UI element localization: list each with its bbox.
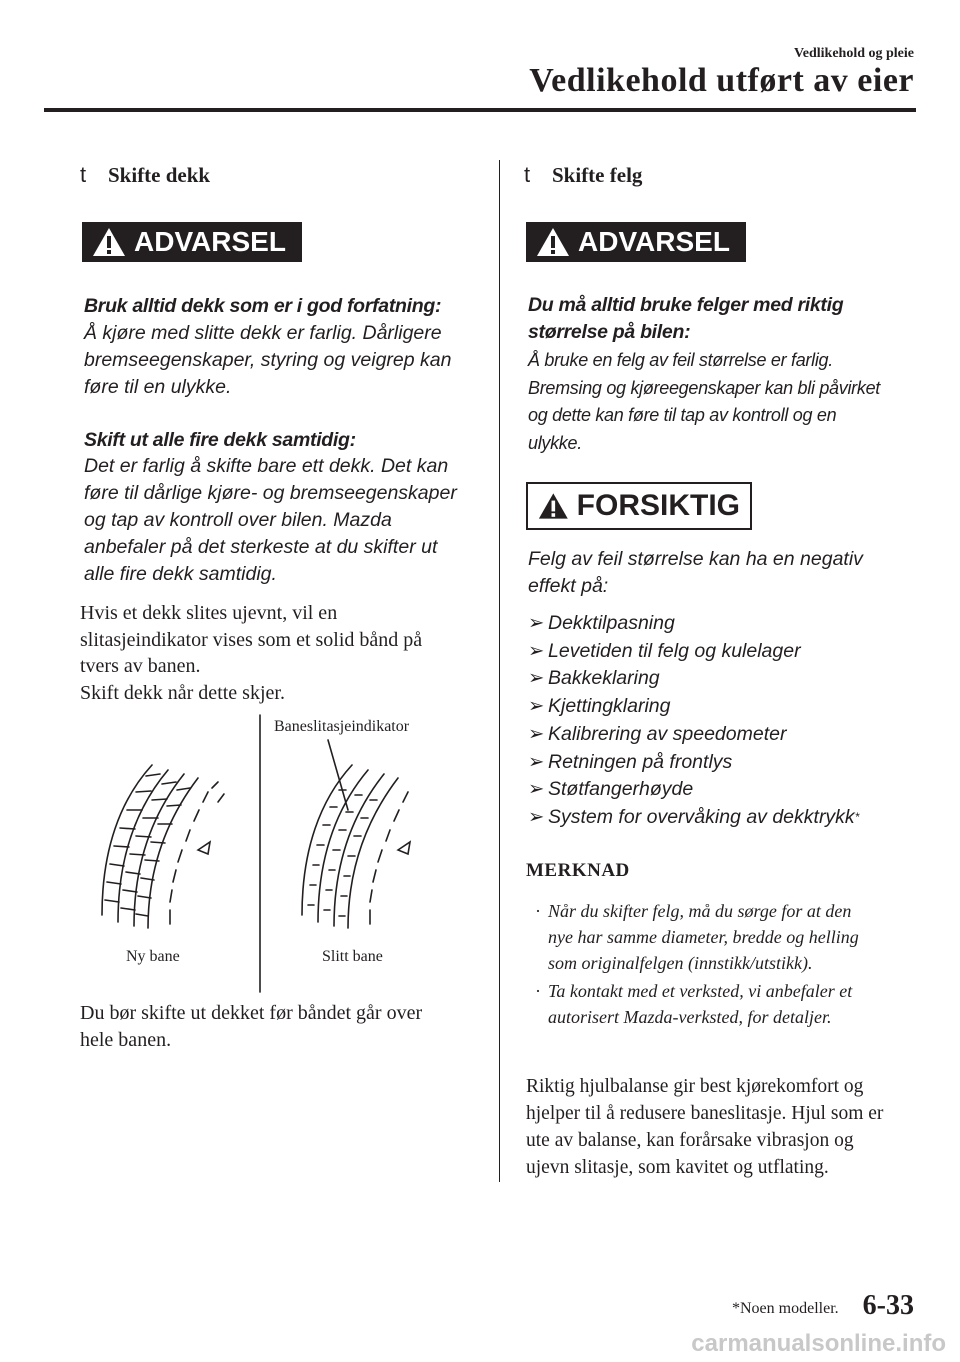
caution-badge xyxy=(526,482,752,530)
text-line: ulykke. xyxy=(528,432,582,453)
warning-triangle-icon xyxy=(92,227,126,257)
warning-badge-label: ADVARSEL xyxy=(578,226,730,257)
caution-list xyxy=(528,610,859,832)
warning-triangle-icon xyxy=(536,227,570,257)
list-item xyxy=(528,721,859,749)
text-line: nye har samme diameter, bredde og helling xyxy=(548,927,859,947)
column-divider xyxy=(499,160,500,1182)
text-line: Å kjøre med slitte dekk er farlig. Dårligere xyxy=(84,322,442,344)
text-line: Felg av feil størrelse kan ha en negativ xyxy=(528,548,863,570)
list-item-text: Støtfangerhøyde xyxy=(548,778,694,801)
text-line: størrelse på bilen: xyxy=(528,321,691,343)
text-line: Hvis et dekk slites ujevnt, vil en xyxy=(80,602,338,624)
header-rule xyxy=(44,108,916,112)
chevron-right-icon: ➢ xyxy=(528,667,545,690)
text-line: effekt på: xyxy=(528,575,609,597)
warning-title-wheel-size xyxy=(528,292,843,346)
warning-badge-label: ADVARSEL xyxy=(134,226,286,257)
list-item xyxy=(528,610,859,638)
warning-badge xyxy=(82,222,302,262)
text-line: føre til en ulykke. xyxy=(84,376,232,398)
text-line: Det er farlig å skifte bare ett dekk. Det kan xyxy=(84,455,449,477)
list-item-text: System for overvåking av dekktrykk xyxy=(548,805,855,828)
bullet-dot-icon: · xyxy=(535,981,541,1001)
list-item-text: Dekktilpasning xyxy=(548,612,675,634)
section-heading-text: Skifte felg xyxy=(552,163,643,187)
warning-title-tires-condition: Bruk alltid dekk som er i god forfatning: xyxy=(84,295,442,317)
list-item xyxy=(528,776,859,804)
warning-text-tires-condition xyxy=(84,320,451,401)
caution-triangle-icon xyxy=(538,491,569,521)
warning-text-replace-all xyxy=(84,453,457,588)
note-item xyxy=(528,978,859,1030)
text-line: som originalfelgen (innstikk/utstikk). xyxy=(548,953,813,973)
chevron-right-icon: ➢ xyxy=(528,612,545,634)
figure-label-indicator: Baneslitasjeindikator xyxy=(274,718,410,735)
text-line: Du må alltid bruke felger med riktig xyxy=(528,294,844,316)
running-header-section: Vedlikehold og pleie xyxy=(793,46,914,61)
section-heading-wheels xyxy=(524,162,642,188)
list-item-text: Bakkeklaring xyxy=(548,667,660,690)
figure-label-new-tread: Ny bane xyxy=(126,948,180,965)
text-line: hjelper til å redusere baneslitasje. Hjul som er xyxy=(526,1103,884,1124)
chevron-right-icon: ➢ xyxy=(528,805,545,828)
chevron-right-icon: ➢ xyxy=(528,722,545,745)
caution-badge-label: FORSIKTIG xyxy=(576,489,740,522)
body-text-replace-before xyxy=(80,1000,422,1053)
text-line: Du bør skifte ut dekket før båndet går over xyxy=(80,1002,423,1024)
chevron-right-icon: ➢ xyxy=(528,750,545,773)
list-item-text: Kalibrering av speedometer xyxy=(548,722,787,745)
text-line: ujevn slitasje, som kavitet og utflating. xyxy=(526,1157,829,1178)
footnote-marker: * xyxy=(854,809,860,824)
body-text-wheel-balance xyxy=(526,1073,883,1181)
list-item xyxy=(528,804,859,832)
watermark: carmanualsonline.info xyxy=(691,1330,946,1357)
note-heading: MERKNAD xyxy=(526,860,630,881)
footnote: *Noen modeller. xyxy=(732,1300,839,1317)
warning-badge xyxy=(526,222,746,262)
text-line: Skift dekk når dette skjer. xyxy=(80,681,285,704)
text-line: Bremsing og kjøreegenskaper kan bli påvirket xyxy=(528,377,880,398)
chevron-right-icon: ➢ xyxy=(528,695,545,718)
list-item-text: Kjettingklaring xyxy=(548,695,671,718)
text-line: Å bruke en felg av feil størrelse er farlig. xyxy=(528,350,833,370)
text-line: tvers av banen. xyxy=(80,655,201,677)
list-item xyxy=(528,693,859,721)
section-bullet: t xyxy=(80,162,87,187)
list-item-text: Levetiden til felg og kulelager xyxy=(548,639,801,662)
caution-intro xyxy=(528,546,863,600)
text-line: Når du skifter felg, må du sørge for at den xyxy=(548,901,852,921)
text-line: Ta kontakt med et verksted, vi anbefaler et xyxy=(548,981,853,1001)
section-bullet: t xyxy=(524,162,531,187)
bullet-dot-icon: · xyxy=(535,901,541,921)
list-item xyxy=(528,749,859,777)
text-line: anbefaler på det sterkeste at du skifter ut xyxy=(84,536,438,558)
section-heading-tires xyxy=(80,162,210,188)
text-line: slitasjeindikator vises som et solid bånd på xyxy=(80,628,423,651)
text-line: ute av balanse, kan forårsake vibrasjon og xyxy=(526,1130,854,1151)
note-item xyxy=(528,898,859,976)
list-item xyxy=(528,665,859,693)
warning-text-wheel-size xyxy=(528,347,880,457)
chevron-right-icon: ➢ xyxy=(528,778,545,801)
list-item-text: Retningen på frontlys xyxy=(548,750,733,773)
text-line: føre til dårlige kjøre- og bremseegenskaper xyxy=(84,482,457,504)
tread-wear-figure xyxy=(80,710,480,995)
page-number: 6-33 xyxy=(862,1290,914,1321)
list-item xyxy=(528,638,859,666)
text-line: og dette kan føre til tap av kontroll og en xyxy=(528,405,837,425)
warning-title-replace-all: Skift ut alle fire dekk samtidig: xyxy=(84,429,356,451)
text-line: alle fire dekk samtidig. xyxy=(84,563,277,585)
body-text-wear-indicator xyxy=(80,600,422,706)
chevron-right-icon: ➢ xyxy=(528,639,545,662)
text-line: og tap av kontroll over bilen. Mazda xyxy=(84,509,392,531)
figure-label-worn-tread: Slitt bane xyxy=(322,948,383,965)
text-line: bremseegenskaper, styring og veigrep kan xyxy=(84,349,452,371)
section-heading-text: Skifte dekk xyxy=(108,163,211,187)
text-line: autorisert Mazda-verksted, for detaljer. xyxy=(548,1007,832,1027)
note-list xyxy=(528,898,859,1030)
text-line: hele banen. xyxy=(80,1028,172,1051)
text-line: Riktig hjulbalanse gir best kjørekomfort og xyxy=(526,1076,864,1097)
page-title: Vedlikehold utført av eier xyxy=(529,62,914,99)
